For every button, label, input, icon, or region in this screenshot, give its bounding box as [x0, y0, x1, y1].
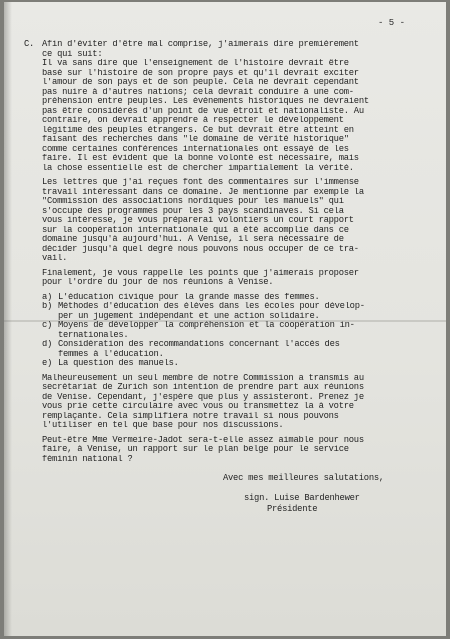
text-line-content: Afin d'éviter d'être mal comprise, j'aimerais dire premièrement: [42, 40, 359, 49]
closing-salutation: Avec mes meilleures salutations,: [223, 473, 384, 483]
page-number: - 5 -: [378, 18, 406, 28]
text-line: travail intéressant dans ce domaine. Je mentionne par exemple la: [42, 187, 364, 197]
text-line: [24, 126, 436, 136]
text-line: vous prie cette circulaire avec vous ou transmettez la à votre: [42, 402, 354, 411]
agenda-text: Méthodes d'éducation des élèves dans les écoles pour dévelop-: [58, 302, 365, 311]
text-line: domaine jusqu'à aujourd'hui. A Venise, il sera nécessaire de: [42, 235, 344, 244]
text-line-content: faire. Il est évident que la bonne volonté est nécessaire, mais: [42, 154, 359, 163]
text-line-content: Il va sans dire que l'enseignement de l'histoire devrait être: [42, 59, 349, 68]
text-line: [24, 107, 436, 117]
text-line: secrétariat de Zurich son intention de prendre part aux réunions: [42, 383, 364, 392]
document-page: [4, 2, 446, 636]
text-line: l'utiliser en tel que base pour nos discussions.: [42, 421, 284, 430]
paragraph-label: C.: [24, 40, 35, 49]
text-line-content: l'amour de son pays et de son peuple. Cela ne devrait cependant: [42, 78, 359, 87]
agenda-item: [24, 312, 436, 322]
text-line-content: préhension entre peuples. Les événements historiques ne devraient: [42, 97, 369, 106]
agenda-item: [24, 340, 436, 350]
agenda-marker: c): [42, 321, 53, 330]
text-line: [24, 116, 436, 126]
text-line-content: basé sur l'histoire de son propre pays et qu'il devrait exciter: [42, 68, 359, 78]
agenda-text: ternationales.: [58, 330, 129, 340]
agenda-item: [24, 302, 436, 312]
text-line: [24, 97, 436, 107]
text-line: [24, 69, 436, 79]
agenda-marker: b): [42, 302, 53, 311]
text-line: Malheureusement un seul membre de notre Commission a transmis au: [42, 373, 364, 383]
text-line: [24, 135, 436, 145]
text-line: Finalement, je vous rappelle les points que j'aimerais proposer: [42, 268, 359, 278]
letter-body: [24, 40, 436, 464]
text-line-content: contraire, on devrait apprendre à respecter le développement: [42, 116, 344, 125]
agenda-marker: a): [42, 292, 53, 302]
text-line-content: comme certaines conférences internationales ont essayé de les: [42, 144, 349, 154]
agenda-item: [24, 350, 436, 360]
text-line-content: légitime des peuples étrangers. Ce but devrait être atteint en: [42, 125, 354, 135]
page-edge-shadow: [4, 2, 12, 636]
agenda-marker: e): [42, 359, 53, 368]
text-line: "Commission des associations nordiques pour les manuels" qui: [42, 197, 344, 206]
text-line: Peut-être Mme Vermeire-Jadot sera-t-elle assez aimable pour nous: [42, 435, 364, 445]
signer-title: Présidente: [267, 504, 318, 514]
agenda-item: [24, 359, 436, 369]
text-line-content: la chose essentielle est de chercher impartialement la vérité.: [42, 163, 354, 173]
text-line: [24, 145, 436, 155]
text-line: Les lettres que j'ai reçues font des commentaires sur l'immense: [42, 178, 359, 187]
text-line: vail.: [42, 254, 68, 263]
text-line: [24, 88, 436, 98]
text-line-content: faisant des recherches dans "le domaine de vérité historique": [42, 135, 349, 144]
agenda-item: [24, 331, 436, 341]
text-line: [24, 78, 436, 88]
text-line: vous intéresse, je vous préparerai volontiers un court rapport: [42, 216, 354, 225]
text-line: faire, à Venise, un rapport sur le plan belge pour le service: [42, 445, 349, 454]
agenda-text: La question des manuels.: [58, 359, 179, 368]
text-line: [24, 164, 436, 174]
text-line: s'occupe des programmes pour les 3 pays scandinaves. Si cela: [42, 206, 344, 216]
text-line-content: pas nuire à d'autres nations; cela devrait conduire à une com-: [42, 87, 354, 97]
agenda-marker: d): [42, 340, 53, 349]
text-line: de Venise. Cependant, j'espère que plus y assisteront. Prenez je: [42, 392, 364, 402]
signature: sign. Luise Bardenhewer: [244, 493, 360, 503]
agenda-item: [24, 293, 436, 303]
agenda-text: per un jugement indépendant et une action solidaire.: [58, 311, 320, 321]
agenda-text: Considération des recommandations concernant l'accès des: [58, 340, 340, 349]
text-line: décider jusqu'à quel degré nous pouvons nous occuper de ce tra-: [42, 244, 359, 254]
text-line: pour l'ordre du jour de nos réunions à Venise.: [42, 278, 274, 287]
text-line: [24, 154, 436, 164]
agenda-text: Moyens de développer la compréhension et la coopération in-: [58, 321, 355, 330]
text-line: [24, 50, 436, 60]
agenda-item: [24, 321, 436, 331]
text-line: [24, 59, 436, 69]
text-line: remplaçante. Cela simplifiera notre travail si nous pouvons: [42, 411, 339, 421]
text-line-content: pas être considérés d'un point de vue étroit et nationaliste. Au: [42, 106, 364, 116]
text-line: [24, 40, 436, 50]
text-line: féminin national ?: [42, 454, 133, 464]
text-line-content: ce qui suit:: [42, 49, 103, 59]
agenda-text: L'éducation civique pour la grande masse des femmes.: [58, 292, 320, 302]
agenda-text: femmes à l'éducation.: [58, 349, 164, 359]
text-line: sur la coopération internationale qui a été accomplie dans ce: [42, 225, 349, 235]
